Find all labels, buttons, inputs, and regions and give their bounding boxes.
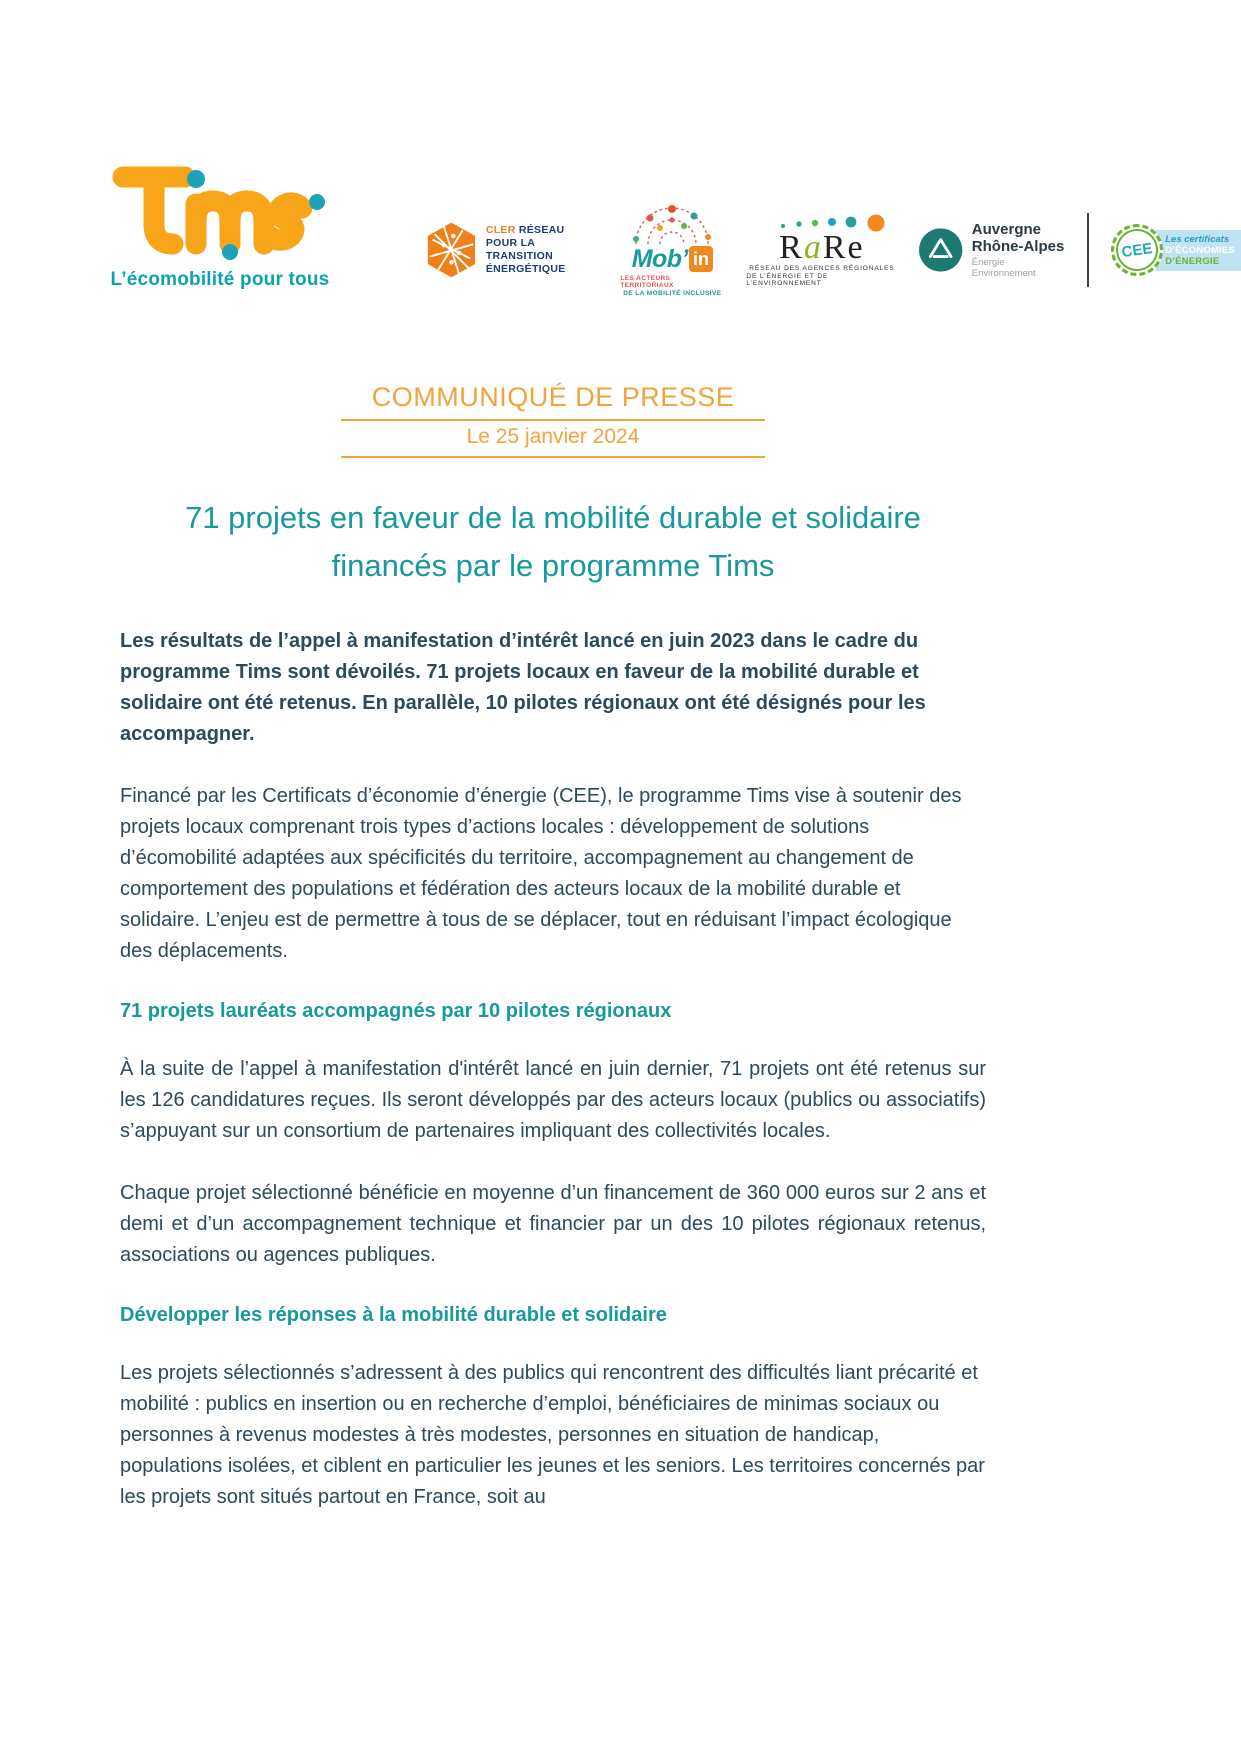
paragraph-selection: À la suite de l’appel à manifestation d'intérêt lancé en juin dernier, 71 projets ont été retenus sur les 126 candidatures reçues. Ils seront développés par des acteurs locaux (publics ou associatifs) s’appuyant sur un consortium de partenaires impliquant des collectivités locales. (120, 1058, 986, 1142)
partner-logos-strip (425, 206, 1241, 297)
paragraph-funding: Chaque projet sélectionné bénéficie en moyenne d’un financement de 360 000 euros sur 2 ans et demi et d’un accompagnement technique et financier par un des 10 pilotes régionaux retenus, associations ou agences publiques. (120, 1182, 986, 1266)
rare-logo (746, 214, 897, 287)
rare-word-a: a (803, 228, 823, 266)
cler-line2: POUR LA TRANSITION (485, 237, 553, 262)
rare-wordmark (779, 228, 865, 266)
subheading-laureats: 71 projets lauréats accompagnés par 10 pilotes régionaux (120, 1000, 672, 1022)
tims-logo (110, 156, 330, 291)
cler-brand: CLER (485, 224, 516, 236)
aura-line1: Auvergne (971, 221, 1041, 238)
cee-logo (1111, 224, 1241, 276)
mobin-word-in: in (689, 246, 713, 272)
aura-line2: Rhône-Alpes (971, 238, 1065, 255)
rare-caption-1: RÉSEAU DES AGENCES RÉGIONALES (749, 264, 895, 272)
mobin-word-mob: Mob’ (631, 245, 689, 273)
mobin-caption-2: DE LA MOBILITÉ INCLUSIVE (623, 290, 722, 297)
cler-text (486, 224, 599, 276)
logos-divider (1087, 213, 1089, 287)
rare-caption-2: DE L’ÉNERGIE ET DE L’ENVIRONNEMENT (746, 272, 829, 287)
auvergne-rhone-alpes-logo (919, 221, 1065, 279)
press-release-header (341, 382, 765, 458)
mobin-arcs-icon (620, 203, 724, 245)
mobin-logo (620, 203, 724, 297)
cee-line1: Les certificats (1165, 233, 1230, 245)
paragraph-publics: Les projets sélectionnés s’adressent à des publics qui rencontrent des difficultés liant précarité et mobilité : publics en insertion ou en recherche d’emploi, bénéficiaires de minimas sociaux ou personnes à revenus modestes à très modestes, personnes en situation de handicap, populations isolées, et ciblent en particulier les jeunes et les seniors. Les territoires concernés par les projets sont situés partout en France, soit au (120, 1362, 985, 1508)
cee-text (1155, 230, 1241, 271)
cler-line1: RÉSEAU (518, 224, 565, 236)
cee-line2: D’ÉCONOMIES (1165, 244, 1235, 256)
paragraph-financing: Financé par les Certificats d’économie d’énergie (CEE), le programme Tims vise à soutenir des projets locaux comprenant trois types d’actions locales : développement de solutions d’écomobilité adaptées aux spécificités du territoire, accompagnement au changement de comportement des populations et fédération des acteurs locaux de la mobilité durable et solidaire. L’enjeu est de permettre à tous de se déplacer, tout en réduisant l’impact écologique des déplacements. (120, 785, 962, 962)
cler-network-icon (425, 219, 478, 281)
cler-logo (425, 219, 598, 281)
article-body (120, 626, 986, 1513)
aura-mountain-icon (919, 227, 962, 273)
cee-line3: D’ÉNERGIE (1165, 255, 1220, 267)
aura-text (972, 221, 1066, 279)
rare-word-re: Re (822, 228, 865, 266)
cee-badge-text: CEE (1120, 239, 1154, 261)
tims-wordmark-icon (110, 156, 330, 260)
tims-tagline: L’écomobilité pour tous (110, 269, 330, 290)
mobin-caption-1: LES ACTEURS TERRITORIAUX (620, 275, 674, 289)
press-release-date: Le 25 janvier 2024 (341, 421, 765, 458)
article-title: 71 projets en faveur de la mobilité durable et solidaire financés par le programme Tims (185, 500, 921, 583)
intro-paragraph: Les résultats de l’appel à manifestation d’intérêt lancé en juin 2023 dans le cadre du programme Tims sont dévoilés. 71 projets locaux en faveur de la mobilité durable et solidaire ont été retenus. En parallèle, 10 pilotes régionaux ont été désignés pour les accompagner. (120, 630, 926, 745)
aura-caption: Énergie Environnement (971, 257, 1036, 279)
press-release-heading: COMMUNIQUÉ DE PRESSE (341, 382, 765, 421)
subheading-developper: Développer les réponses à la mobilité durable et solidaire (120, 1304, 667, 1326)
document-column (120, 382, 986, 1544)
mobin-wordmark (632, 246, 713, 272)
cler-line3: ÉNERGÉTIQUE (485, 263, 566, 275)
rare-word-r1: R (779, 228, 804, 266)
